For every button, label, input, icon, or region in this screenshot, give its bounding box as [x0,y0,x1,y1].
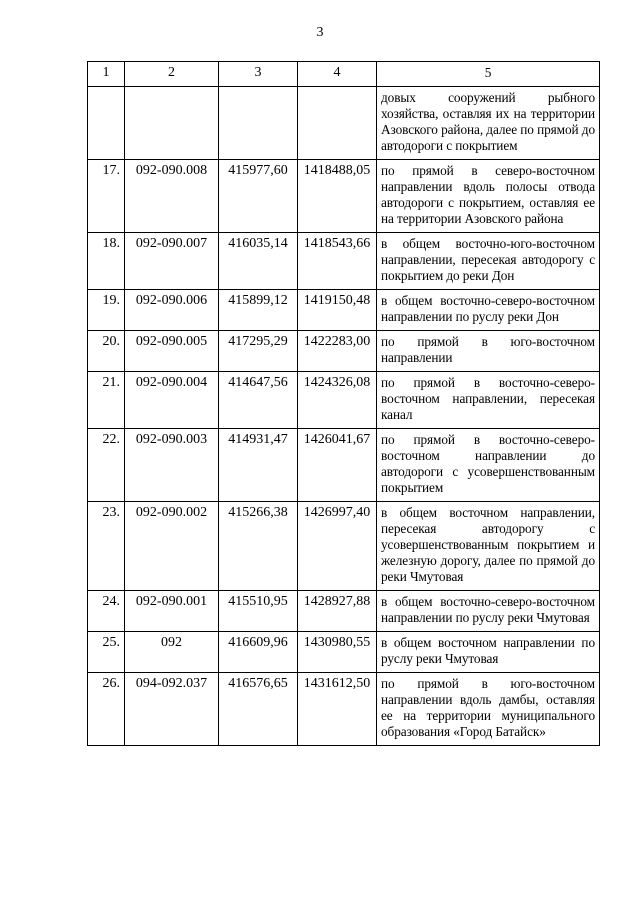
coordinate-x: 416576,65 [219,673,298,746]
table-row [88,429,600,502]
point-code: 092-090.001 [125,591,219,632]
coordinate-y: 1424326,08 [298,372,377,429]
coordinate-y: 1419150,48 [298,290,377,331]
coordinate-x [219,87,298,160]
point-number: 21. [88,372,125,429]
table-row [88,331,600,372]
coordinate-x: 414647,56 [219,372,298,429]
point-code: 092 [125,632,219,673]
point-number: 19. [88,290,125,331]
boundary-description: по прямой в юго-восточном направлении [377,331,600,372]
boundary-description: по прямой в юго-восточном направлении вдоль дамбы, оставляя ее на территории муниципального образования «Город Батайск» [377,673,600,746]
point-code [125,87,219,160]
coordinate-y: 1426041,67 [298,429,377,502]
coordinate-x: 416035,14 [219,233,298,290]
coordinate-x: 417295,29 [219,331,298,372]
coordinate-x: 415899,12 [219,290,298,331]
boundary-description: по прямой в северо-восточном направлении вдоль полосы отвода автодороги с покрытием, оставляя ее на территории Азовского района [377,160,600,233]
boundary-description: в общем восточном направлении, пересекая автодорогу с усовершенствованным покрытием и железную дорогу, далее по прямой до реки Чмутовая [377,502,600,591]
column-header-1: 1 [88,62,125,87]
boundary-description: в общем восточно-северо-восточном направлении по руслу реки Чмутовая [377,591,600,632]
coordinate-y: 1418543,66 [298,233,377,290]
coordinate-x: 415977,60 [219,160,298,233]
column-header-2: 2 [125,62,219,87]
boundary-description: в общем восточно-юго-восточном направлении, пересекая автодорогу с покрытием до реки Дон [377,233,600,290]
coordinate-x: 416609,96 [219,632,298,673]
boundary-description: довых сооружений рыбного хозяйства, оставляя их на территории Азовского района, далее по прямой до автодороги с покрытием [377,87,600,160]
point-code: 092-090.008 [125,160,219,233]
column-header-4: 4 [298,62,377,87]
point-code: 092-090.006 [125,290,219,331]
table-row [88,233,600,290]
point-code: 092-090.002 [125,502,219,591]
coordinate-x: 415510,95 [219,591,298,632]
column-header-3: 3 [219,62,298,87]
point-number: 22. [88,429,125,502]
point-code: 092-090.003 [125,429,219,502]
column-header-5: 5 [377,62,600,87]
point-number: 17. [88,160,125,233]
coordinate-y: 1430980,55 [298,632,377,673]
table-row [88,160,600,233]
boundary-points-table [87,61,600,746]
page-number: 3 [316,25,324,40]
point-number: 24. [88,591,125,632]
point-number: 23. [88,502,125,591]
point-number: 26. [88,673,125,746]
coordinate-x: 414931,47 [219,429,298,502]
boundary-description: в общем восточном направлении по руслу реки Чмутовая [377,632,600,673]
coordinate-y: 1428927,88 [298,591,377,632]
point-number: 18. [88,233,125,290]
point-number: 20. [88,331,125,372]
coordinate-y: 1418488,05 [298,160,377,233]
coordinate-x: 415266,38 [219,502,298,591]
table-row [88,591,600,632]
table-row [88,290,600,331]
table-row [88,372,600,429]
boundary-description: по прямой в восточно-северо-восточном направлении до автодороги с усовершенствованным покрытием [377,429,600,502]
point-code: 092-090.007 [125,233,219,290]
boundary-description: по прямой в восточно-северо-восточном направлении, пересекая канал [377,372,600,429]
point-number: 25. [88,632,125,673]
point-code: 094-092.037 [125,673,219,746]
table-row [88,673,600,746]
coordinate-y: 1426997,40 [298,502,377,591]
point-code: 092-090.004 [125,372,219,429]
table-header-row [88,62,600,87]
point-code: 092-090.005 [125,331,219,372]
coordinate-y [298,87,377,160]
table-row [88,502,600,591]
coordinate-y: 1422283,00 [298,331,377,372]
point-number [88,87,125,160]
table-row [88,632,600,673]
coordinate-y: 1431612,50 [298,673,377,746]
boundary-description: в общем восточно-северо-восточном направлении по руслу реки Дон [377,290,600,331]
table-row [88,87,600,160]
